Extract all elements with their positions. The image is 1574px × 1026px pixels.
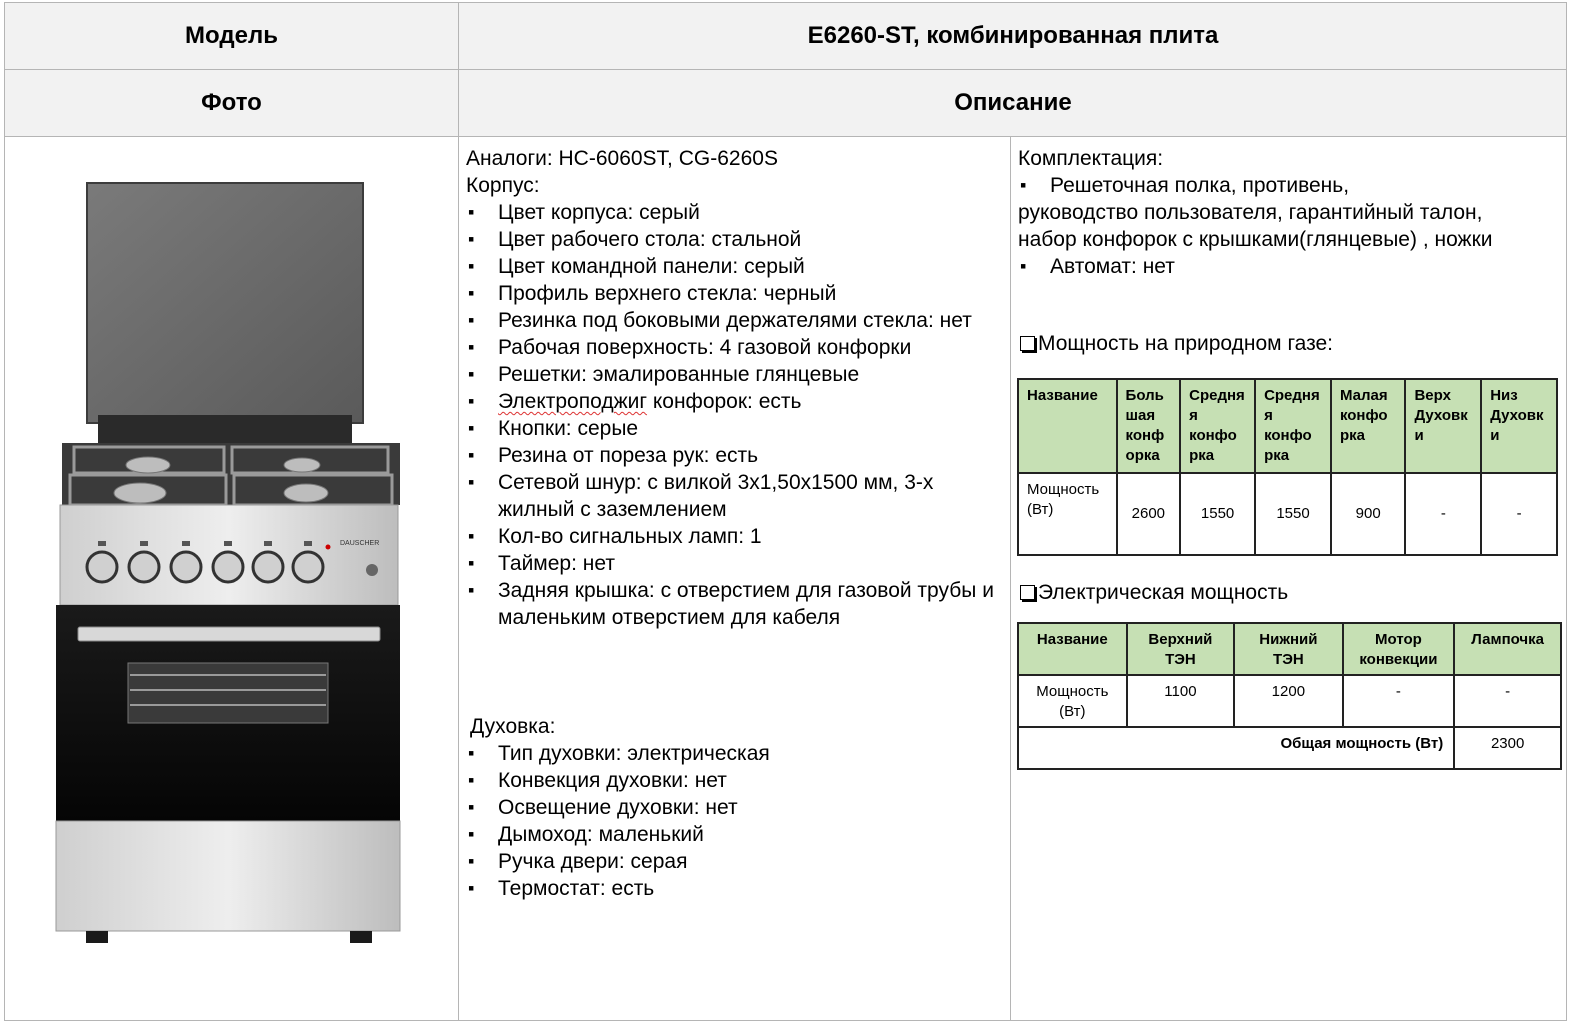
table-header: Малая конфо рка	[1331, 379, 1406, 473]
table-cell: -	[1454, 675, 1561, 727]
table-row	[1018, 473, 1557, 555]
photo-label: Фото	[201, 89, 262, 116]
table-header: Нижний ТЭН	[1234, 623, 1342, 675]
column-divider	[1010, 137, 1011, 1020]
brand-logo: DAUSCHER	[340, 540, 380, 547]
gas-power-title: Мощность на природном газе:	[1020, 330, 1333, 357]
list-item: ▪ Цвет корпуса: серый	[466, 199, 996, 226]
list-item: ▪ Сетевой шнур: с вилкой 3х1,50х1500 мм, 3-х жилный с заземлением	[466, 469, 996, 523]
kit-title: Комплектация:	[1018, 147, 1164, 170]
oven-title: Духовка:	[470, 715, 556, 738]
table-header: Низ Духовк и	[1481, 379, 1557, 473]
column-divider	[458, 3, 459, 1020]
table-cell: Мощность (Вт)	[1018, 473, 1117, 555]
description-left	[466, 145, 996, 631]
table-header: Лампочка	[1454, 623, 1561, 675]
kit-item-continued: руководство пользователя, гарантийный талон, набор конфорок с крышками(глянцевые) , ножки	[1018, 201, 1493, 251]
auto-item: ▪ Автомат: нет	[1020, 255, 1175, 278]
electric-power-title: Электрическая мощность	[1020, 579, 1288, 606]
description-right	[1018, 145, 1548, 280]
table-cell: 1100	[1127, 675, 1235, 727]
list-item: ▪ Резинка под боковыми держателями стекла: нет	[466, 307, 996, 334]
electric-power-table	[1017, 622, 1562, 770]
list-item: ▪ Таймер: нет	[466, 550, 996, 577]
table-cell: -	[1405, 473, 1481, 555]
list-item: ▪ Конвекция духовки: нет	[466, 767, 1000, 794]
list-item: ▪ Кол-во сигнальных ламп: 1	[466, 523, 996, 550]
header-row	[5, 70, 1566, 137]
total-label: Общая мощность (Вт)	[1018, 727, 1454, 769]
analogs-line: Аналоги: HC-6060ST, CG-6260S	[466, 147, 778, 170]
model-value: E6260-ST, комбинированная плита	[807, 22, 1219, 49]
list-item: ▪ Электроподжиг конфорок: есть	[466, 388, 996, 415]
list-item: ▪ Ручка двери: серая	[466, 848, 1000, 875]
list-item: ▪ Дымоход: маленький	[466, 821, 1000, 848]
list-item: ▪ Резина от пореза рук: есть	[466, 442, 996, 469]
model-row	[5, 3, 1566, 70]
table-header: Верхний ТЭН	[1127, 623, 1235, 675]
list-item: ▪ Профиль верхнего стекла: черный	[466, 280, 996, 307]
table-header: Средня я конфо рка	[1255, 379, 1331, 473]
table-row	[1018, 675, 1561, 727]
list-item: ▪ Цвет командной панели: серый	[466, 253, 996, 280]
table-header: Название	[1018, 623, 1127, 675]
table-header-row	[1018, 379, 1557, 473]
table-cell: 1200	[1234, 675, 1342, 727]
table-cell: 1550	[1180, 473, 1255, 555]
list-item: ▪ Освещение духовки: нет	[466, 794, 1000, 821]
list-item: ▪ Тип духовки: электрическая	[466, 740, 1000, 767]
checkbox-icon	[1020, 336, 1035, 351]
list-item: ▪ Цвет рабочего стола: стальной	[466, 226, 996, 253]
table-total-row	[1018, 727, 1561, 769]
body-title: Корпус:	[466, 174, 540, 197]
total-value: 2300	[1454, 727, 1561, 769]
table-header: Боль шая конф орка	[1117, 379, 1181, 473]
spellcheck-word: Электроподжиг	[498, 390, 648, 413]
table-cell: 2600	[1117, 473, 1181, 555]
list-item: ▪ Задняя крышка: с отверстием для газовой трубы и маленьким отверстием для кабеля	[466, 577, 996, 631]
table-header-row	[1018, 623, 1561, 675]
table-header: Средня я конфо рка	[1180, 379, 1255, 473]
list-item: ▪ Решетки: эмалированные глянцевые	[466, 361, 996, 388]
door-handle	[78, 627, 380, 641]
table-header: Название	[1018, 379, 1117, 473]
stove-photo	[40, 175, 420, 955]
model-label: Модель	[185, 22, 278, 49]
table-cell: -	[1481, 473, 1557, 555]
description-label: Описание	[954, 89, 1072, 116]
oven-section	[470, 713, 1000, 902]
table-cell: 1550	[1255, 473, 1331, 555]
checkbox-icon	[1020, 585, 1035, 600]
list-item: ▪ Кнопки: серые	[466, 415, 996, 442]
glass-lid	[87, 183, 363, 423]
table-cell: Мощность (Вт)	[1018, 675, 1127, 727]
table-cell: 900	[1331, 473, 1406, 555]
kit-item: ▪ Решеточная полка, противень,	[1020, 174, 1350, 197]
table-header: Верх Духовк и	[1405, 379, 1481, 473]
list-item: ▪ Рабочая поверхность: 4 газовой конфорки	[466, 334, 996, 361]
table-cell: -	[1343, 675, 1455, 727]
gas-power-table	[1017, 378, 1558, 556]
table-header: Мотор конвекции	[1343, 623, 1455, 675]
list-item: ▪ Термостат: есть	[466, 875, 1000, 902]
